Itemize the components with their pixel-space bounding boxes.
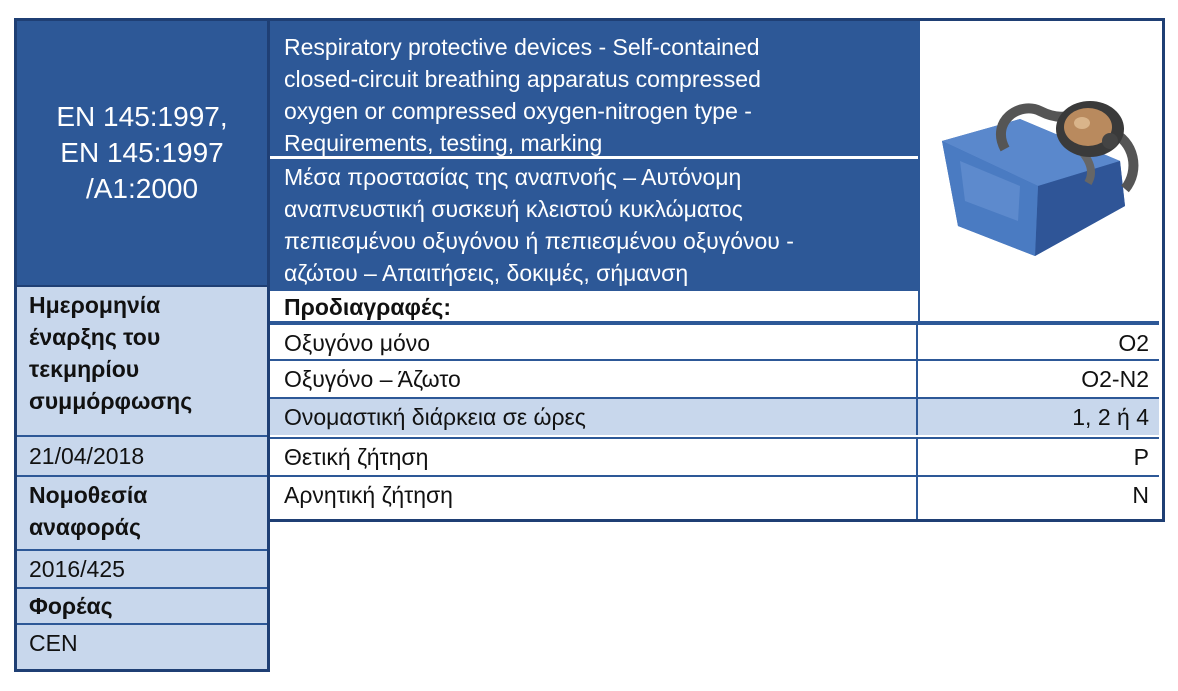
title-en-line: Requirements, testing, marking — [284, 130, 603, 156]
spec-key: Οξυγόνο μόνο — [284, 330, 431, 356]
breathing-apparatus-image — [918, 21, 1159, 321]
column-divider — [916, 361, 918, 397]
specifications-header: Προδιαγραφές: — [270, 289, 918, 321]
spec-key: Αρνητική ζήτηση — [284, 482, 453, 508]
column-divider — [916, 325, 918, 359]
standard-number-box — [17, 21, 267, 287]
title-gr-line: Μέσα προστασίας της αναπνοής – Αυτόνομη — [284, 164, 742, 190]
column-divider — [916, 439, 918, 475]
title-en-line: oxygen or compressed oxygen-nitrogen type - — [284, 98, 752, 124]
title-en-line: closed-circuit breathing apparatus compressed — [284, 66, 761, 92]
title-english — [284, 31, 914, 159]
spec-key: Οξυγόνο – Άζωτο — [284, 366, 461, 392]
title-gr-line: αζώτου – Απαιτήσεις, δοκιμές, σήμανση — [284, 260, 689, 286]
table-row — [270, 397, 1159, 435]
title-divider — [270, 156, 918, 159]
title-gr-line: αναπνευστική συσκευή κλειστού κυκλώματος — [284, 196, 743, 222]
title-gr-line: πεπιεσμένου οξυγόνου ή πεπιεσμένου οξυγόνου - — [284, 228, 794, 254]
start-date-value: 21/04/2018 — [17, 437, 267, 477]
breathing-apparatus-icon — [920, 21, 1157, 317]
spec-key: Ονομαστική διάρκεια σε ώρες — [284, 404, 586, 430]
column-divider — [916, 477, 918, 519]
standard-line-1: EN 145:1997, — [56, 101, 228, 132]
spec-value: P — [1133, 444, 1149, 470]
table-row — [270, 321, 1159, 359]
column-divider — [916, 399, 918, 435]
start-date-label-line: συμμόρφωσης — [29, 388, 193, 414]
title-en-line: Respiratory protective devices - Self-contained — [284, 34, 760, 60]
table-row — [270, 437, 1159, 475]
standard-details-table — [270, 18, 1165, 522]
legislation-label-line: αναφοράς — [29, 514, 141, 540]
spec-value: O2 — [1118, 330, 1149, 356]
start-date-label-line: τεκμηρίου — [29, 356, 140, 382]
spec-key: Θετική ζήτηση — [284, 444, 429, 470]
body-value: CEN — [29, 630, 78, 656]
table-row — [270, 475, 1159, 519]
legislation-label-line: Νομοθεσία — [29, 482, 148, 508]
title-box — [270, 21, 918, 289]
title-greek — [284, 161, 914, 289]
start-date-label — [17, 287, 267, 437]
start-date-label-line: έναρξης του — [29, 324, 161, 350]
spec-value: O2-N2 — [1081, 366, 1149, 392]
legislation-value: 2016/425 — [17, 551, 267, 589]
legislation-label — [17, 477, 267, 551]
spec-value: 1, 2 ή 4 — [1072, 404, 1149, 430]
start-date-label-line: Ημερομηνία — [29, 292, 161, 318]
standard-line-3: /A1:2000 — [85, 173, 199, 204]
standard-line-2: EN 145:1997 — [60, 137, 224, 168]
spec-value: N — [1132, 482, 1149, 508]
left-info-column — [14, 18, 270, 672]
table-row — [270, 359, 1159, 397]
body-label: Φορέας — [17, 589, 267, 625]
